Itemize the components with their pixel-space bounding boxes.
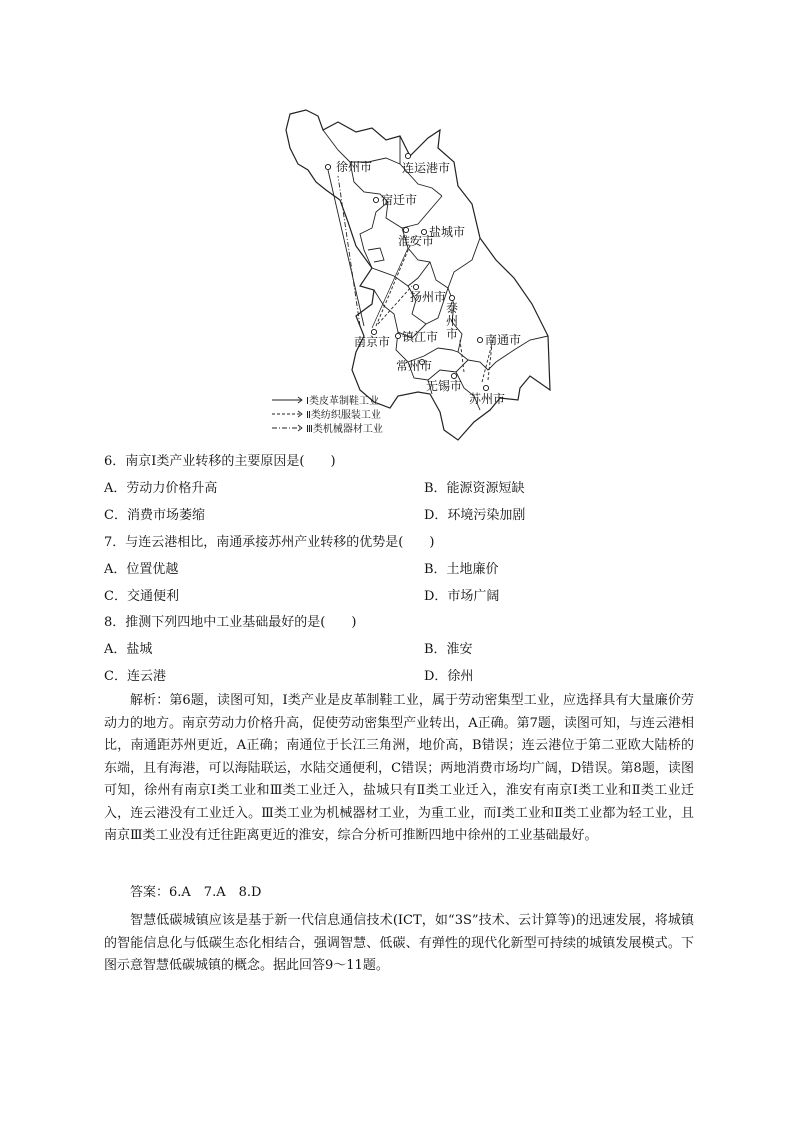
jiangsu-industry-transfer-map <box>268 100 568 445</box>
arrow-type3-to-xuzhou <box>338 176 360 326</box>
city-label-taizhou-2: 州 <box>446 314 459 328</box>
analysis-paragraph: 解析：第6题，读图可知，Ⅰ类产业是皮革制鞋工业，属于劳动密集型工业，应选择具有大量廉价劳动力的地方。南京劳动力价格升高，促使劳动密集型产业转出，A正确。第7题，读图可知，与连云港相比，南通距苏州更近，A正确；南通位于长江三角洲，地价高，B错误；连云港位于第二亚欧大陆桥的东端，且有海港，可以海陆联运，水陆交通便利，C错误；两地消费市场均广阔，D错误。第8题，读图可知，徐州有南京Ⅰ类工业和Ⅲ类工业迁入，盐城只有Ⅱ类工业迁入，淮安有南京Ⅰ类工业和Ⅱ类工业迁入，连云港没有工业迁入。Ⅲ类工业为机械器材工业，为重工业，而Ⅰ类工业和Ⅱ类工业都为轻工业，且南京Ⅲ类工业没有迁往距离更近的淮安，综合分析可推断四地中徐州的工业基础最好。 <box>104 693 694 843</box>
q8-option-d: D．徐州 <box>424 669 474 684</box>
q8-option-c: C．连云港 <box>104 669 166 684</box>
q8-option-a: A．盐城 <box>104 642 153 657</box>
q6-option-d: D．环境污染加剧 <box>424 508 526 523</box>
q6-option-c: C．消费市场萎缩 <box>104 508 205 523</box>
city-dot-suzhou <box>483 385 488 390</box>
city-markers <box>325 153 488 390</box>
legend-type2: Ⅱ类纺织服装工业 <box>306 410 381 421</box>
map-legend <box>272 394 383 435</box>
city-label-huaian: 淮安市 <box>398 234 435 248</box>
city-label-lianyungang: 连运港市 <box>402 161 451 175</box>
city-label-taizhou-3: 市 <box>446 327 459 341</box>
city-dot-nantong <box>477 337 482 342</box>
city-label-changzhou: 常州市 <box>396 359 433 373</box>
city-dot-nanjing <box>371 329 376 334</box>
legend-type3: Ⅲ类机械器材工业 <box>306 424 383 435</box>
city-dot-wuxi <box>451 373 456 378</box>
city-label-nantong: 南通市 <box>485 333 522 347</box>
city-dot-xuzhou <box>325 164 330 169</box>
q7-option-a: A．位置优越 <box>104 562 179 577</box>
q6-option-b: B．能源资源短缺 <box>424 481 525 496</box>
arrow-type1-to-xuzhou <box>328 170 364 326</box>
answer-line: 答案：6.A 7.A 8.D <box>130 885 262 900</box>
arrow-type1-to-huaian <box>372 248 408 328</box>
intro-paragraph: 智慧低碳城镇应该是基于新一代信息通信技术(ICT，如“3S”技术、云计算等)的迅速发展，将城镇的智能信息化与低碳生态化相结合，强调智慧、低碳、有弹性的现代化新型可持续的城镇发展模式。下图示意智慧低碳城镇的概念。据此回答9～11题。 <box>104 913 694 973</box>
q6-option-a: A．劳动力价格升高 <box>104 481 218 496</box>
city-label-suqian: 宿迁市 <box>381 193 418 207</box>
city-dot-huaian <box>403 227 408 232</box>
city-label-suzhou: 苏州市 <box>469 392 506 406</box>
q7-option-b: B．土地廉价 <box>424 562 499 577</box>
city-dot-lianyungang <box>405 153 410 158</box>
city-dot-zhenjiang <box>395 333 400 338</box>
city-label-yancheng: 盐城市 <box>429 225 466 239</box>
city-label-wuxi: 无锡市 <box>426 379 463 393</box>
question-6: 6．南京Ⅰ类产业转移的主要原因是( ) <box>104 454 336 469</box>
city-dot-suqian <box>373 197 378 202</box>
province-outline <box>286 110 550 440</box>
arrow-type2-to-nantong-b <box>488 344 492 380</box>
city-label-zhenjiang: 镇江市 <box>402 330 439 344</box>
legend-type1: Ⅰ类皮革制鞋工业 <box>306 396 379 407</box>
q8-option-b: B．淮安 <box>424 642 473 657</box>
q7-option-c: C．交通便利 <box>104 589 179 604</box>
city-label-taizhou-1: 泰 <box>446 301 459 315</box>
city-label-xuzhou: 徐州市 <box>336 160 373 174</box>
city-dot-taizhou <box>449 295 454 300</box>
question-7: 7．与连云港相比，南通承接苏州产业转移的优势是( ) <box>104 535 435 550</box>
q7-option-d: D．市场广阔 <box>424 589 500 604</box>
city-label-yangzhou: 扬州市 <box>410 290 447 304</box>
city-dot-yangzhou <box>413 284 418 289</box>
city-label-nanjing: 南京市 <box>354 335 391 349</box>
question-8: 8．推测下列四地中工业基础最好的是( ) <box>104 615 357 630</box>
arrow-type2-to-huaian <box>376 236 414 326</box>
